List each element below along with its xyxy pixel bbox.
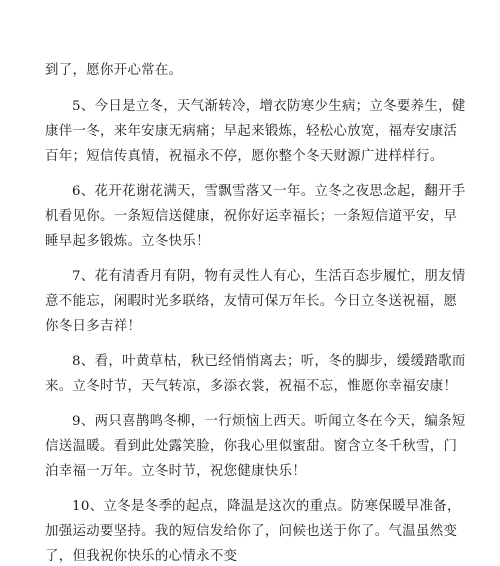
paragraph-6-line-3: 睡早起多锻炼。立冬快乐！ bbox=[45, 234, 210, 249]
paragraph-7-line-3: 你冬日多吉祥！ bbox=[45, 319, 142, 334]
paragraph-5-line-2: 康伴一冬，来年安康无病痛；早起来锻炼，轻松心放宽，福寿安康活 bbox=[45, 124, 458, 139]
paragraph-8-line-1: 8、看，叶黄草枯，秋已经悄悄离去；听，冬的脚步，缓缓踏歌而 bbox=[72, 354, 466, 369]
paragraph-7-line-2: 意不能忘，闲暇时光多联络，友情可保万年长。今日立冬送祝福，愿 bbox=[45, 294, 458, 309]
paragraph-9-line-3: 泊幸福一万年。立冬时节，祝您健康快乐！ bbox=[45, 464, 307, 479]
paragraph-5-line-3: 百年；短信传真情，祝福永不停，愿你整个冬天财源广进样样行。 bbox=[45, 149, 444, 164]
paragraph-4-line-1: 到了，愿你开心常在。 bbox=[45, 63, 183, 78]
paragraph-10-line-3: 了，但我祝你快乐的心情永不变 bbox=[45, 549, 238, 564]
paragraph-9-line-2: 信送温暖。看到此处露笑脸，你我心里似蜜甜。窗含立冬千秋雪，门 bbox=[45, 439, 458, 454]
paragraph-8-line-2: 来。立冬时节，天气转凉，多添衣裳，祝福不忘，惟愿你幸福安康！ bbox=[45, 379, 458, 394]
paragraph-10-line-1: 10、立冬是冬季的起点，降温是这次的重点。防寒保暖早准备， bbox=[72, 499, 461, 514]
paragraph-6-line-2: 机看见你。一条短信送健康，祝你好运幸福长；一条短信道平安，早 bbox=[45, 209, 458, 224]
paragraph-9-line-1: 9、两只喜鹊鸣冬柳，一行烦恼上西天。听闻立冬在今天，编条短 bbox=[72, 414, 466, 429]
paragraph-6-line-1: 6、花开花谢花满天，雪飘雪落又一年。立冬之夜思念起，翻开手 bbox=[72, 184, 466, 199]
paragraph-7-line-1: 7、花有清香月有阴，物有灵性人有心，生活百态步履忙，朋友情 bbox=[72, 269, 466, 284]
paragraph-10-line-2: 加强运动要坚持。我的短信发给你了，问候也送于你了。气温虽然变 bbox=[45, 524, 458, 539]
paragraph-5-line-1: 5、今日是立冬，天气渐转冷，增衣防寒少生病；立冬要养生，健 bbox=[72, 99, 466, 114]
